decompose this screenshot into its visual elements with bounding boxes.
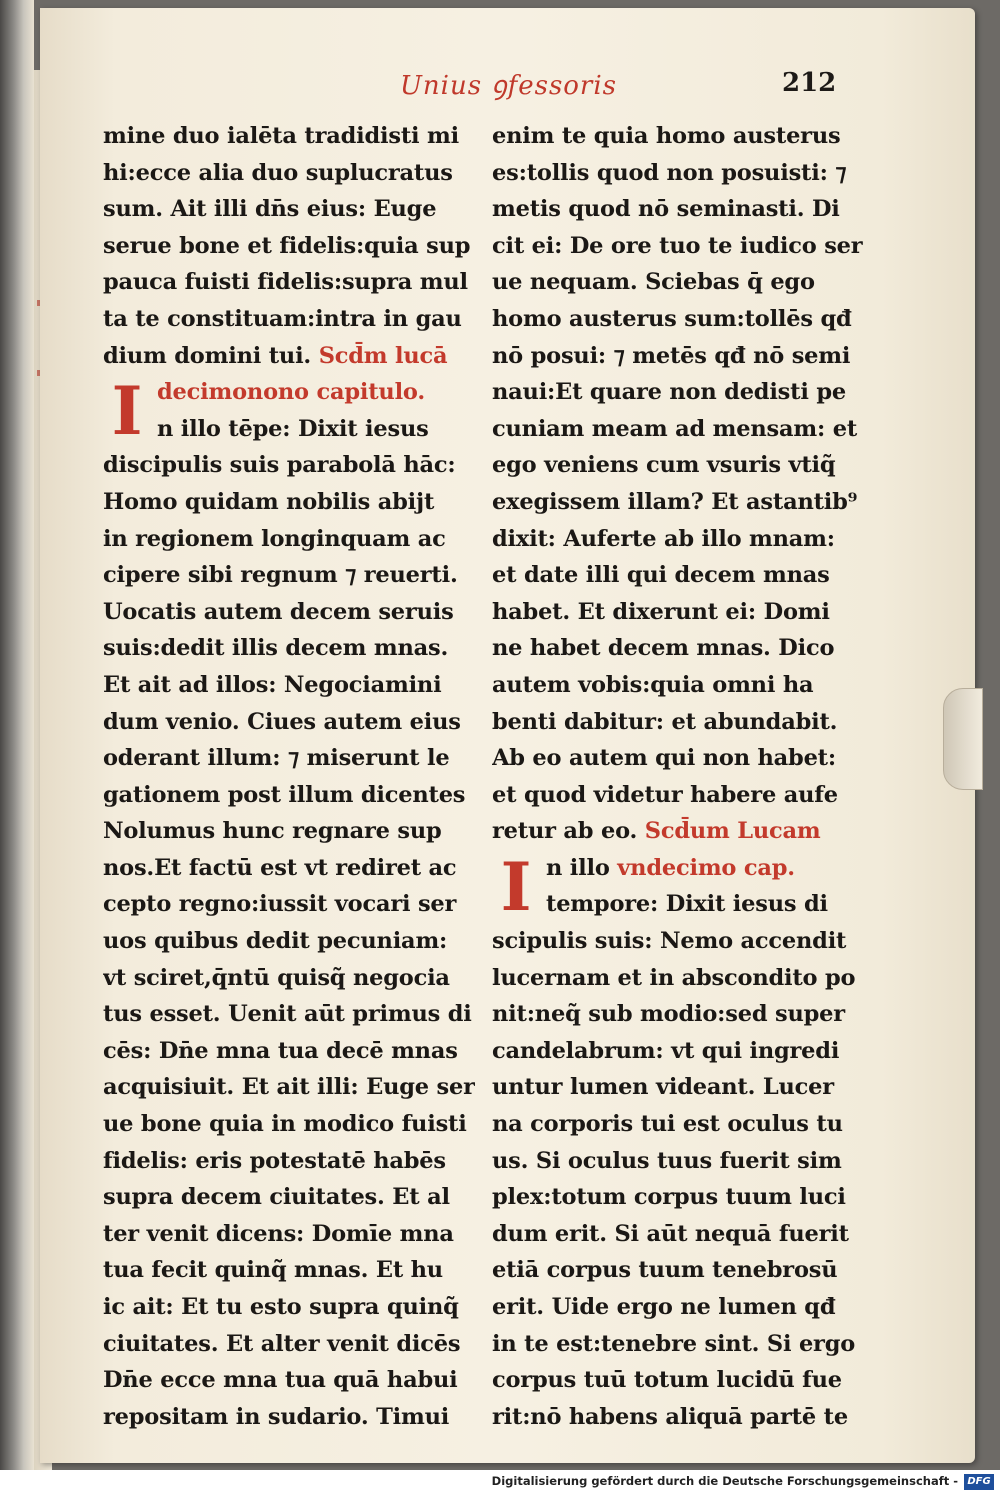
text-line: ta te constituam:intra in gau <box>103 305 462 332</box>
text-line: habet. Et dixerunt ei: Domi <box>492 598 830 625</box>
text-fragment: n illo <box>546 854 610 881</box>
folio-number: 212 <box>782 68 837 98</box>
text-line: homo austerus sum:tollēs qđ <box>492 305 852 332</box>
text-line: suis:dedit illis decem mnas. <box>103 635 449 662</box>
text-line: hi:ecce alia duo suplucratus <box>103 159 453 186</box>
text-line: lucernam et in abscondito po <box>492 964 856 991</box>
text-line: ego veniens cum vsuris vtiq̃ <box>492 452 836 479</box>
text-line: oderant illum: ⁊ miserunt le <box>103 745 450 772</box>
text-line: in regionem longinquam ac <box>103 525 446 552</box>
chapter-opening <box>103 372 475 451</box>
page-clip <box>943 688 983 790</box>
text-line: Nolumus hunc regnare sup <box>103 818 442 845</box>
text-line: es:tollis quod non posuisti: ⁊ <box>492 159 847 186</box>
book-spine <box>0 0 34 1470</box>
text-line: ter venit dicens: Domīe mna <box>103 1220 454 1247</box>
left-column <box>103 118 475 1435</box>
text-line: uos quibus dedit pecuniam: <box>103 928 448 955</box>
text-line: gationem post illum dicentes <box>103 781 466 808</box>
text-line: sum. Ait illi dn̄s eius: Euge <box>103 196 437 223</box>
text-line: erit. Uide ergo ne lumen qđ <box>492 1294 836 1320</box>
text-line: et date illi qui decem mnas <box>492 562 830 589</box>
text-line: tus esset. Uenit aūt primus di <box>103 1001 472 1028</box>
text-line: n illo tēpe: Dixit iesus <box>157 415 429 442</box>
dfg-logo-icon: DFG <box>964 1474 994 1490</box>
text-line: scipulis suis: Nemo accendit <box>492 928 847 955</box>
text-line: tempore: Dixit iesus di <box>546 891 828 918</box>
text-line <box>546 850 864 887</box>
text-fragment: retur ab eo. <box>492 818 638 845</box>
rubric-heading: Scd̄m lucā <box>318 342 448 369</box>
text-line: acquisiuit. Et ait illi: Euge ser <box>103 1074 475 1101</box>
text-line: Dn̄e ecce mna tua quā habui <box>103 1367 458 1394</box>
text-line: dum venio. Ciues autem eius <box>103 708 461 735</box>
text-line: cuniam meam ad mensam: et <box>492 415 858 442</box>
text-line: tua fecit quinq̃ mnas. Et hu <box>103 1257 443 1284</box>
text-line: in te est:tenebre sint. Si ergo <box>492 1330 856 1357</box>
text-line: corpus tuū totum lucidū fue <box>492 1367 842 1394</box>
text-line: serue bone et fidelis:quia sup <box>103 232 471 259</box>
text-line: cit ei: De ore tuo te iudico ser <box>492 232 863 259</box>
text-line: autem vobis:quia omni ha <box>492 671 814 698</box>
text-fragment: dium domini tui. <box>103 342 312 369</box>
text-line: nō posui: ⁊ metēs qđ nō semi <box>492 342 851 369</box>
text-line <box>492 813 864 850</box>
rubric-heading: Scd̄um Lucam <box>644 818 821 845</box>
text-line: exegissem illam? Et astantib⁹ <box>492 488 858 515</box>
text-line: rit:nō habens aliquā partē te <box>492 1403 848 1430</box>
text-line: nos.Et factū est vt rediret ac <box>103 854 457 881</box>
text-line: repositam in sudario. Timui <box>103 1403 450 1430</box>
text-line: candelabrum: vt qui ingredi <box>492 1037 840 1064</box>
text-line: Homo quidam nobilis abijt <box>103 488 435 515</box>
text-line: benti dabitur: et abundabit. <box>492 708 838 735</box>
text-line: cēs: Dn̄e mna tua decē mnas <box>103 1037 458 1064</box>
text-line: Uocatis autem decem seruis <box>103 598 454 625</box>
text-line: cipere sibi regnum ⁊ reuerti. <box>103 562 458 589</box>
text-line: mine duo ialēta tradidisti mi <box>103 123 459 149</box>
text-line: ue nequam. Sciebas q̄ ego <box>492 269 815 296</box>
text-line: pauca fuisti fidelis:supra mul <box>103 269 468 296</box>
text-line: ue bone quia in modico fuisti <box>103 1111 467 1138</box>
chapter-opening <box>492 847 864 926</box>
text-line: Ab eo autem qui non habet: <box>492 745 836 772</box>
footer-bar <box>0 1470 1000 1495</box>
text-line: ic ait: Et tu esto supra quinq̃ <box>103 1294 459 1320</box>
text-line: us. Si oculus tuus fuerit sim <box>492 1147 842 1174</box>
text-line: untur lumen videant. Lucer <box>492 1074 834 1101</box>
rubric-heading: vndecimo cap. <box>617 854 795 881</box>
text-line: dixit: Auferte ab illo mnam: <box>492 525 835 552</box>
text-line: supra decem ciuitates. Et al <box>103 1184 450 1211</box>
text-line: nit:neq̃ sub modio:sed super <box>492 1001 845 1028</box>
rubric-heading: decimonono capitulo. <box>157 379 425 406</box>
text-line: discipulis suis parabolā hāc: <box>103 452 456 479</box>
text-line: plex:totum corpus tuum luci <box>492 1184 846 1211</box>
text-line: Et ait ad illos: Negociamini <box>103 671 442 698</box>
text-line: fidelis: eris potestatē habēs <box>103 1147 446 1174</box>
text-line: ciuitates. Et alter venit dicēs <box>103 1330 461 1357</box>
text-line: etiā corpus tuum tenebrosū <box>492 1257 838 1284</box>
text-line: et quod videtur habere aufe <box>492 781 838 808</box>
text-line: enim te quia homo austerus <box>492 123 841 149</box>
text-line <box>103 338 475 375</box>
text-line: vt sciret,q̄ntū quisq̃ negocia <box>103 964 450 991</box>
text-line: na corporis tui est oculus tu <box>492 1111 843 1138</box>
funding-credit: Digitalisierung gefördert durch die Deutsche Forschungsgemeinschaft - <box>491 1474 958 1488</box>
drop-initial: I <box>500 847 532 926</box>
text-line: cepto regno:iussit vocari ser <box>103 891 457 918</box>
text-line: metis quod nō seminasti. Di <box>492 196 840 223</box>
drop-initial: I <box>111 372 143 451</box>
right-column <box>492 118 864 1435</box>
running-head: Unius ꝯfessoris <box>400 71 618 101</box>
text-line: naui:Et quare non dedisti pe <box>492 379 846 406</box>
text-line: dum erit. Si aūt nequā fuerit <box>492 1220 849 1247</box>
text-line: ne habet decem mnas. Dico <box>492 635 835 662</box>
